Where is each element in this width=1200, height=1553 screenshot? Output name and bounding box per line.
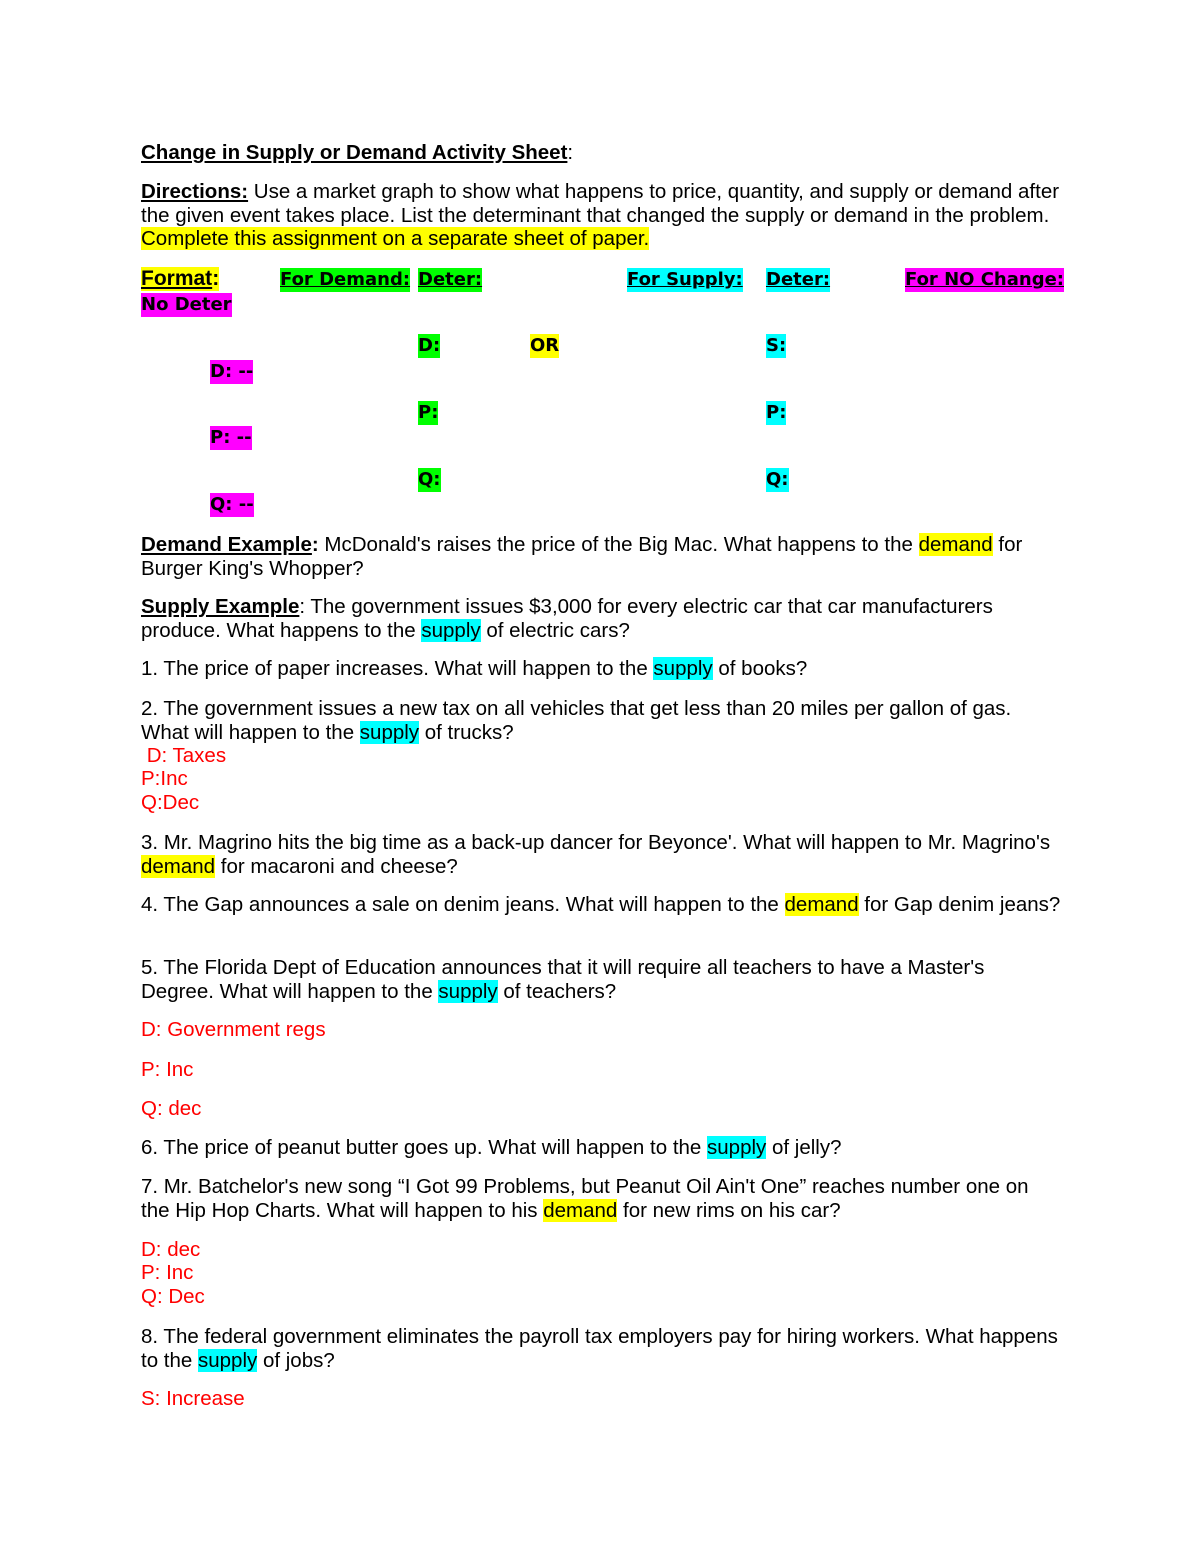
question-highlight: supply (438, 979, 498, 1003)
question-text: 3. Mr. Magrino hits the big time as a back-up dancer for Beyonce'. What will happen to Mr. Magrino's (141, 831, 1051, 854)
supply-q-label: Q: (766, 469, 789, 490)
no-change-d-label: D: -- (210, 361, 254, 382)
supply-example-text2: of electric cars? (480, 618, 630, 642)
title-colon: : (567, 141, 574, 164)
demand-example-highlight: demand (918, 533, 993, 556)
demand-example-label: Demand Example (141, 533, 312, 556)
question-text-end: for new rims on his car? (617, 1198, 841, 1222)
question-highlight: demand (141, 854, 216, 878)
question-text: 1. The price of paper increases. What will happen to the (141, 657, 654, 680)
question-highlight: demand (543, 1198, 618, 1222)
no-change-q-label: Q: -- (210, 494, 254, 515)
question-text-end: of jobs? (257, 1348, 335, 1372)
demand-example-colon: : (311, 533, 319, 556)
question-text: 4. The Gap announces a sale on denim jeans. What will happen to the (141, 893, 785, 916)
directions-text: Use a market graph to show what happens to price, quantity, and supply or demand after the given event takes place. List the determinant that changed the supply or demand in the problem. (141, 180, 1060, 227)
page-title (141, 141, 1061, 165)
no-deter-label: No Deter (141, 294, 232, 315)
answer-7-d: D: dec (141, 1238, 201, 1261)
supply-example-label: Supply Example (141, 595, 300, 618)
question-text-end: of trucks? (419, 720, 514, 744)
format-label-colon: : (212, 267, 220, 290)
answer-7-q: Q: Dec (141, 1285, 205, 1308)
answer-7-p: P: Inc (141, 1261, 194, 1284)
question-8 (141, 1325, 1061, 1372)
answer-5-q: Q: dec (141, 1097, 202, 1120)
deter-supply-label: Deter: (766, 269, 831, 290)
answer-2-q: Q:Dec (141, 791, 200, 814)
format-label-text: Format (141, 267, 213, 290)
question-highlight: supply (653, 657, 713, 680)
question-highlight: supply (707, 1136, 767, 1159)
question-3 (141, 831, 1061, 878)
demand-example (141, 533, 1061, 580)
demand-q-label: Q: (418, 469, 441, 490)
answer-2-d: D: Taxes (141, 744, 227, 767)
demand-example-text1: McDonald's raises the price of the Big Mac. What happens to the (318, 533, 919, 556)
format-label (141, 267, 219, 291)
title-text: Change in Supply or Demand Activity Sheet (141, 141, 568, 164)
demand-p-label: P: (418, 402, 439, 423)
demand-example-text2: for Burger King's Whopper? (141, 533, 1023, 580)
question-highlight: supply (359, 720, 420, 744)
supply-p-label: P: (766, 402, 787, 423)
supply-example (141, 595, 1061, 642)
question-2 (141, 697, 1061, 744)
question-5 (141, 956, 1061, 1003)
for-no-change-label: For NO Change: (905, 269, 1064, 290)
question-highlight: supply (198, 1348, 258, 1372)
deter-demand-label: Deter: (418, 269, 483, 290)
directions-paragraph (141, 180, 1061, 251)
directions-highlight: Complete this assignment on a separate sheet of paper. (141, 227, 650, 250)
directions-label: Directions: (141, 180, 249, 203)
question-text-end: of teachers? (497, 979, 617, 1003)
question-text-end: of books? (712, 657, 808, 680)
answer-2-p: P:Inc (141, 767, 188, 790)
question-text: 7. Mr. Batchelor's new song “I Got 99 Problems, but Peanut Oil Ain't One” reaches number one on the Hip Hop Charts. What will happen to his (141, 1175, 1029, 1222)
for-supply-label: For Supply: (627, 269, 743, 290)
answer-8-s: S: Increase (141, 1387, 245, 1410)
supply-example-text1: : The government issues $3,000 for every electric car that car manufacturers produce. What happens to the (141, 595, 993, 642)
question-text: 5. The Florida Dept of Education announces that it will require all teachers to have a Master's Degree. What will happen to the (141, 956, 985, 1003)
for-demand-label: For Demand: (280, 269, 411, 290)
supply-s-label: S: (766, 335, 787, 356)
question-text: 8. The federal government eliminates the payroll tax employers pay for hiring workers. What happens to the (141, 1325, 1058, 1372)
question-text: 2. The government issues a new tax on all vehicles that get less than 20 miles per gallon of gas. What will happen to the (141, 697, 1012, 744)
answer-5-p: P: Inc (141, 1058, 194, 1081)
question-text-end: for Gap denim jeans? (858, 893, 1061, 916)
no-change-p-label: P: -- (210, 427, 252, 448)
question-highlight: demand (784, 893, 859, 916)
answer-5-d: D: Government regs (141, 1018, 326, 1041)
question-text-end: for macaroni and cheese? (215, 854, 458, 878)
supply-example-highlight: supply (421, 618, 481, 642)
question-text-end: of jelly? (766, 1136, 842, 1159)
demand-d-label: D: (418, 335, 441, 356)
or-label: OR (530, 335, 560, 356)
question-1 (141, 657, 1061, 681)
question-text: 6. The price of peanut butter goes up. What will happen to the (141, 1136, 708, 1159)
question-6 (141, 1136, 1061, 1160)
question-4 (141, 893, 1061, 917)
question-7 (141, 1175, 1061, 1222)
